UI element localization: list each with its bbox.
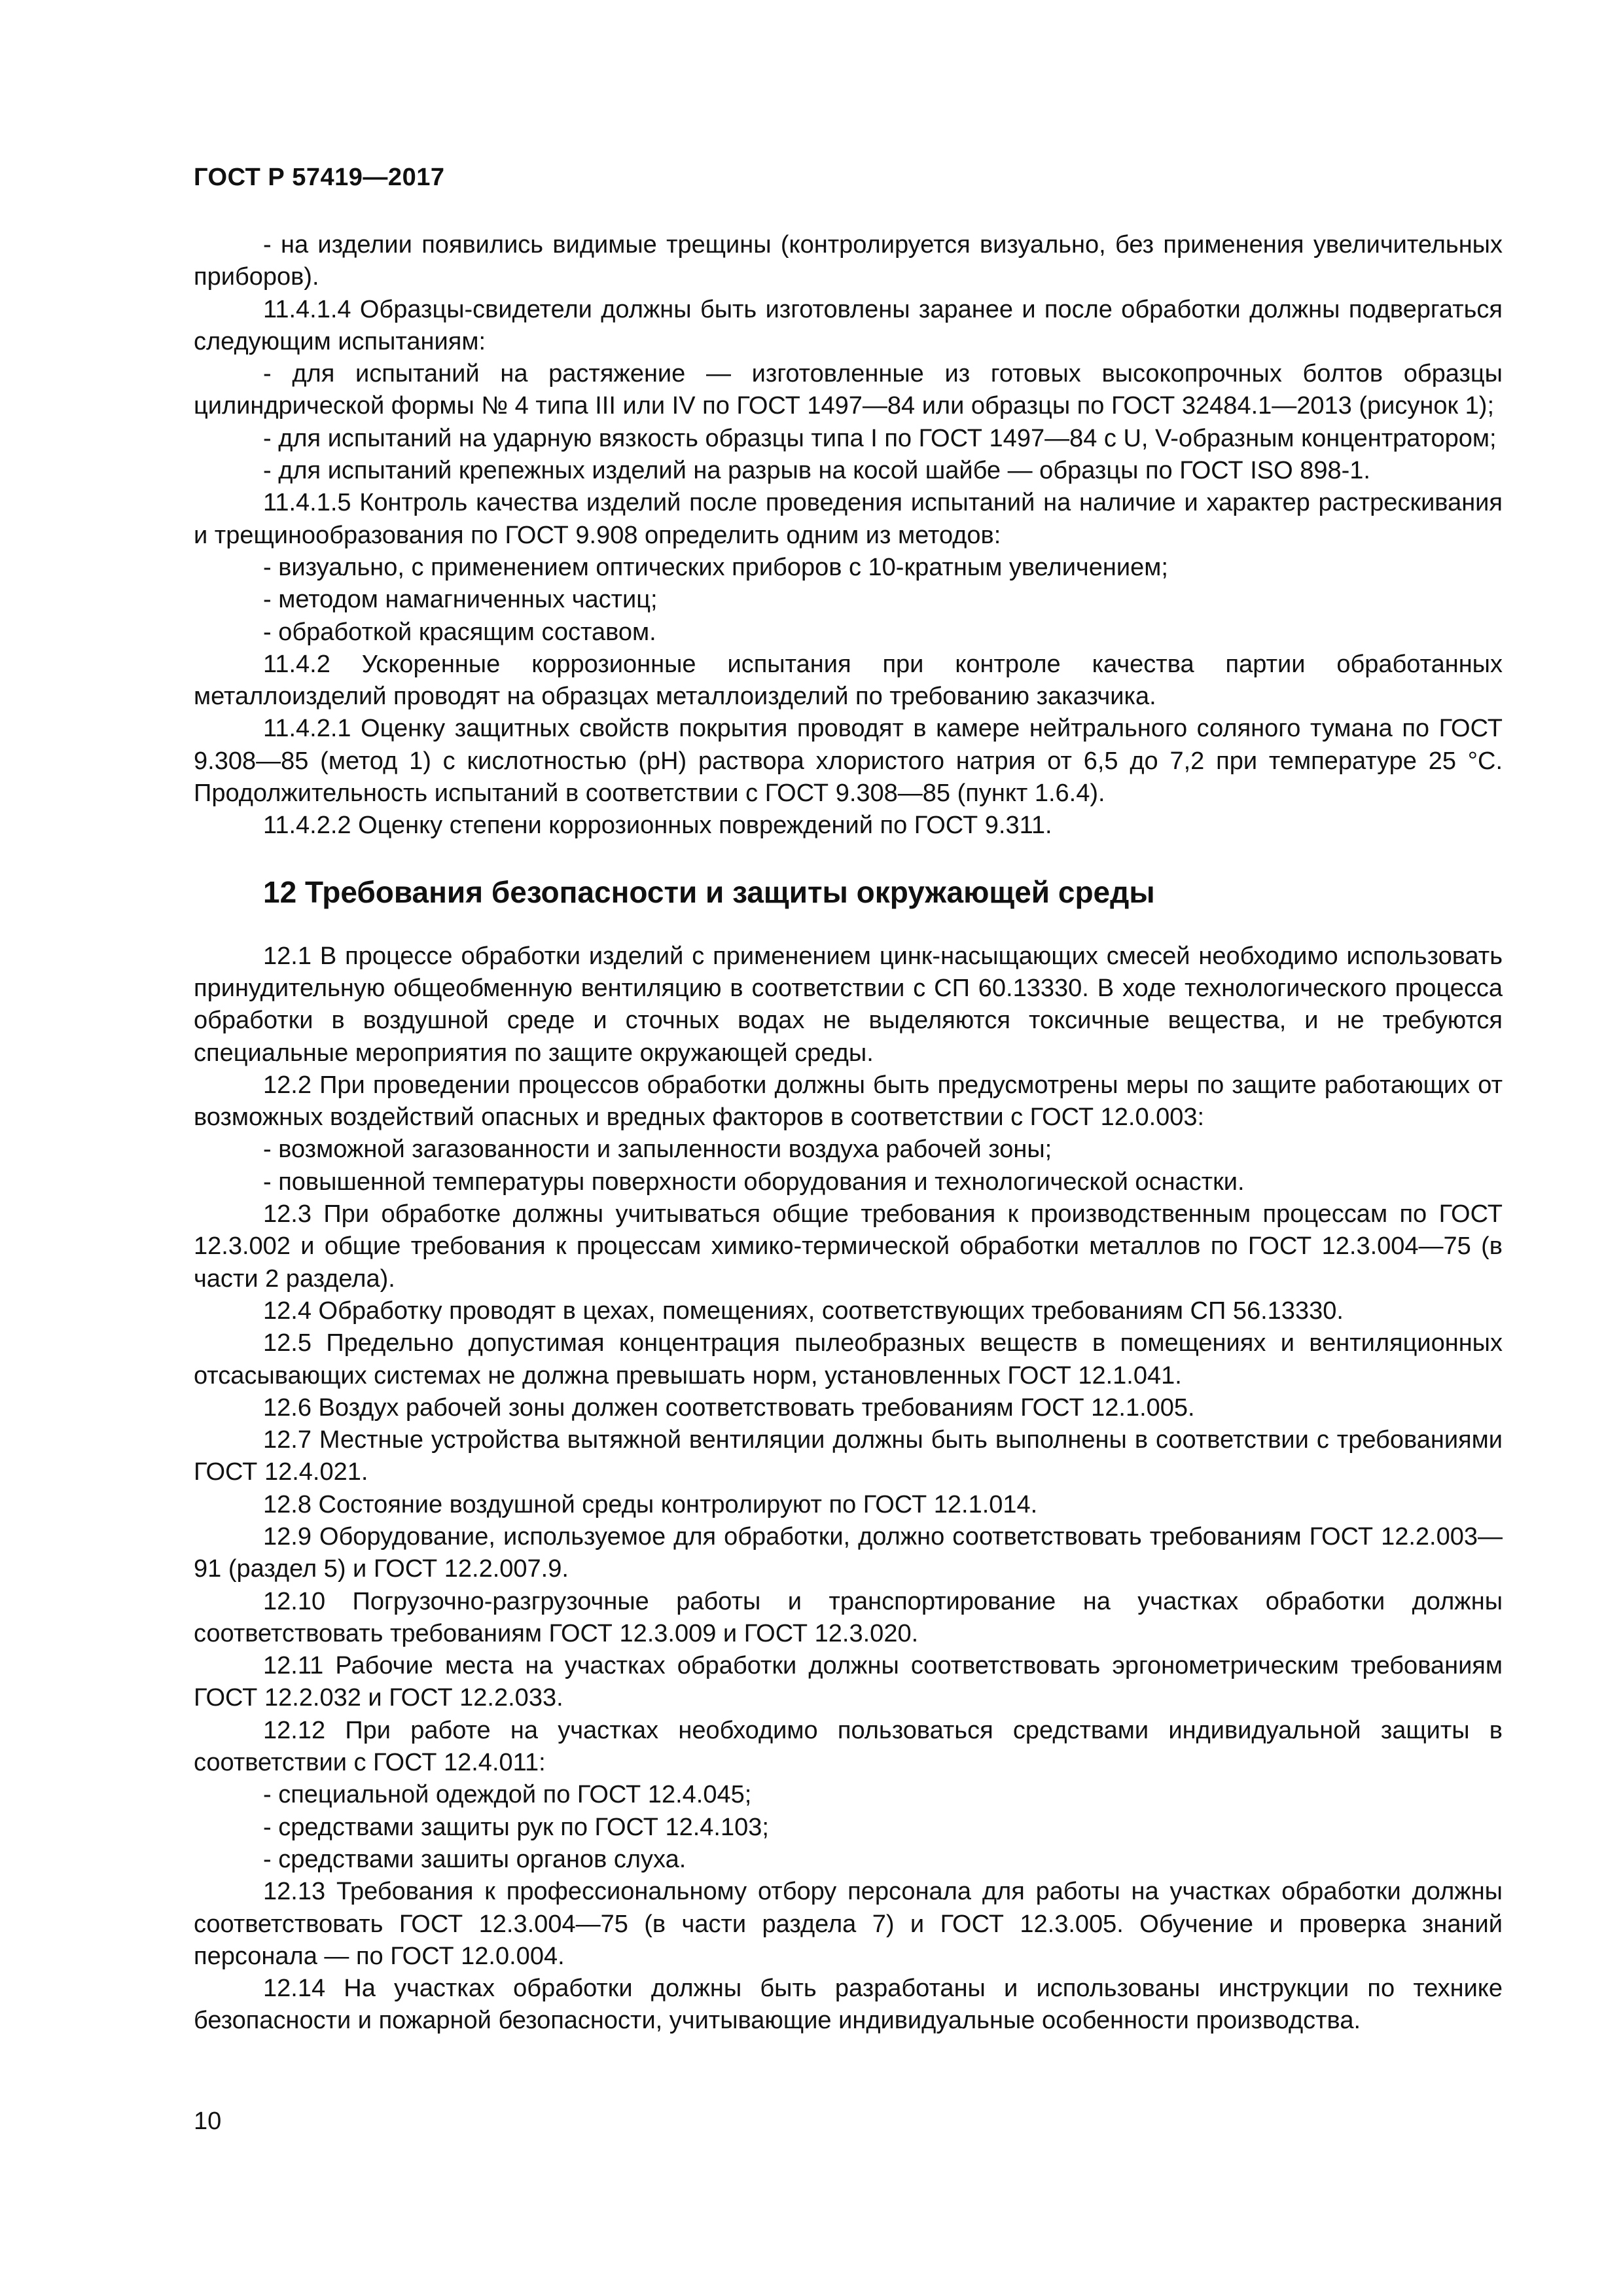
list-item: - средствами защиты рук по ГОСТ 12.4.103; xyxy=(263,1813,769,1841)
page-number: 10 xyxy=(194,2108,222,2135)
paragraph: 12.13 Требования к профессиональному отбору персонала для работы на участках обработки должны соответствовать ГОСТ 12.3.004—75 (в части раздела 7) и ГОСТ 12.3.005. Обучение и проверка знаний персонала — по ГОСТ 12.0.004. xyxy=(194,1878,1503,1970)
document-body xyxy=(194,229,1503,2037)
list-item: - для испытаний на растяжение — изготовленные из готовых высокопрочных болтов образцы цилиндрической формы № 4 типа III или IV по ГОСТ 1497—84 или образцы по ГОСТ 32484.1—2013 (рисунок 1); xyxy=(194,360,1503,420)
list-item: - повышенной температуры поверхности оборудования и технологической оснастки. xyxy=(263,1168,1245,1196)
paragraph: 12.8 Состояние воздушной среды контролируют по ГОСТ 12.1.014. xyxy=(263,1490,1038,1518)
paragraph: 12.5 Предельно допустимая концентрация пылеобразных веществ в помещениях и вентиляционных отсасывающих системах не должна превышать норм, установленных ГОСТ 12.1.041. xyxy=(194,1329,1503,1390)
list-item: - на изделии появились видимые трещины (контролируется визуально, без применения увеличительных приборов). xyxy=(194,231,1503,291)
paragraph: 11.4.2.2 Оценку степени коррозионных повреждений по ГОСТ 9.311. xyxy=(263,812,1052,840)
document-page xyxy=(194,0,1503,2296)
list-item: - обработкой красящим составом. xyxy=(263,618,656,646)
paragraph: 11.4.1.4 Образцы-свидетели должны быть изготовлены заранее и после обработки должны подвергаться следующим испытаниям: xyxy=(194,295,1503,355)
paragraph: 11.4.1.5 Контроль качества изделий после проведения испытаний на наличие и характер растрескивания и трещинообразования по ГОСТ 9.908 определить одним из методов: xyxy=(194,489,1503,549)
paragraph: 12.12 При работе на участках необходимо пользоваться средствами индивидуальной защиты в соответствии с ГОСТ 12.4.011: xyxy=(194,1716,1503,1777)
list-item: - методом намагниченных частиц; xyxy=(263,586,658,614)
list-item: - для испытаний на ударную вязкость образцы типа I по ГОСТ 1497—84 с U, V-образным концентратором; xyxy=(263,424,1497,452)
list-item: - возможной загазованности и запыленности воздуха рабочей зоны; xyxy=(263,1136,1052,1164)
paragraph: 12.11 Рабочие места на участках обработки должны соответствовать эргонометрическим требованиям ГОСТ 12.2.032 и ГОСТ 12.2.033. xyxy=(194,1652,1503,1712)
document-header: ГОСТ Р 57419—2017 xyxy=(194,164,445,191)
paragraph: 12.4 Обработку проводят в цехах, помещениях, соответствующих требованиям СП 56.13330. xyxy=(263,1297,1344,1325)
list-item: - специальной одеждой по ГОСТ 12.4.045; xyxy=(263,1781,752,1809)
paragraph: 12.3 При обработке должны учитываться общие требования к производственным процессам по ГОСТ 12.3.002 и общие требования к процессам химико-термической обработки металлов по ГОСТ 12.3.004—75 (в части 2 раздела). xyxy=(194,1200,1503,1293)
paragraph: 11.4.2.1 Оценку защитных свойств покрытия проводят в камере нейтрального соляного тумана по ГОСТ 9.308—85 (метод 1) с кислотностью (рН) раствора хлористого натрия от 6,5 до 7,2 при температуре 25 °С. Продолжительность испытаний в соответствии с ГОСТ 9.308—85 (пункт 1.6.4). xyxy=(194,715,1503,808)
list-item: - средствами зашиты органов слуха. xyxy=(263,1845,687,1873)
list-item: - для испытаний крепежных изделий на разрыв на косой шайбе — образцы по ГОСТ ISO 898-1. xyxy=(263,457,1370,485)
paragraph: 12.9 Оборудование, используемое для обработки, должно соответствовать требованиям ГОСТ 12.2.003—91 (раздел 5) и ГОСТ 12.2.007.9. xyxy=(194,1522,1503,1583)
paragraph: 12.7 Местные устройства вытяжной вентиляции должны быть выполнены в соответствии с требованиями ГОСТ 12.4.021. xyxy=(194,1426,1503,1486)
paragraph: 12.10 Погрузочно-разгрузочные работы и транспортирование на участках обработки должны соответствовать требованиям ГОСТ 12.3.009 и ГОСТ 12.3.020. xyxy=(194,1587,1503,1647)
list-item: - визуально, с применением оптических приборов с 10-кратным увеличением; xyxy=(263,553,1168,581)
paragraph: 12.6 Воздух рабочей зоны должен соответствовать требованиям ГОСТ 12.1.005. xyxy=(263,1393,1195,1422)
paragraph: 12.2 При проведении процессов обработки должны быть предусмотрены меры по защите работающих от возможных воздействий опасных и вредных факторов в соответствии с ГОСТ 12.0.003: xyxy=(194,1071,1503,1132)
section-title: 12 Требования безопасности и защиты окружающей среды xyxy=(263,874,1155,909)
paragraph: 11.4.2 Ускоренные коррозионные испытания при контроле качества партии обработанных металлоизделий проводят на образцах металлоизделий по требованию заказчика. xyxy=(194,650,1503,711)
paragraph: 12.14 На участках обработки должны быть разработаны и использованы инструкции по технике безопасности и пожарной безопасности, учитывающие индивидуальные особенности производства. xyxy=(194,1975,1503,2035)
paragraph: 12.1 В процессе обработки изделий с применением цинк-насыщающих смесей необходимо использовать принудительную общеобменную вентиляцию в соответствии с СП 60.13330. В ходе технологического процесса обработки в воздушной среде и сточных водах не выделяются токсичные вещества, и не требуются специальные мероприятия по защите окружающей среды. xyxy=(194,942,1503,1067)
